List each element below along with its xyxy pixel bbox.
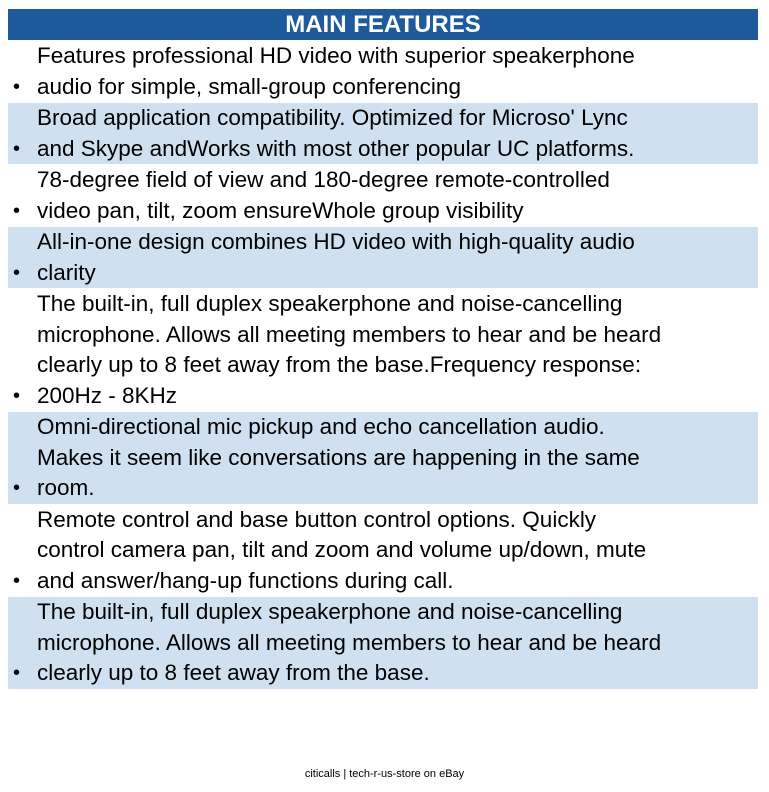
bullet-icon: • (13, 75, 21, 98)
bullet-icon: • (13, 384, 21, 407)
feature-row (8, 504, 758, 597)
feature-text-line: Makes it seem like conversations are happening in the same (37, 444, 640, 470)
feature-row (8, 102, 758, 164)
bullet-icon: • (13, 199, 21, 222)
feature-list (8, 40, 758, 689)
feature-row (8, 164, 758, 226)
bullet-icon: • (13, 662, 21, 684)
feature-text-line: audio for simple, small-group conferencing (37, 73, 461, 99)
feature-text-line: 200Hz - 8KHz (37, 382, 178, 408)
main-features-title: MAIN FEATURES (285, 11, 481, 38)
feature-text-line: and answer/hang-up functions during call. (37, 567, 454, 593)
footer-credit: citicalls | tech-r-us-store on eBay (304, 768, 465, 780)
features-table (8, 9, 758, 689)
bullet-icon: • (13, 261, 21, 284)
feature-text-line: The built-in, full duplex speakerphone and noise-cancelling (37, 599, 623, 624)
bullet-icon: • (13, 137, 21, 160)
feature-row (8, 596, 758, 689)
feature-text-line: Remote control and base button control options. Quickly (37, 506, 597, 532)
feature-text-line: and Skype andWorks with most other popular UC platforms. (37, 135, 635, 161)
feature-text-line: All-in-one design combines HD video with high-quality audio (37, 229, 635, 254)
feature-text-line: Features professional HD video with superior speakerphone (37, 43, 635, 68)
feature-text-line: 78-degree field of view and 180-degree remote-controlled (37, 167, 610, 192)
feature-row (8, 40, 758, 102)
feature-text-line: microphone. Allows all meeting members to hear and be heard (37, 321, 662, 347)
bullet-icon: • (13, 477, 21, 499)
feature-text-line: microphone. Allows all meeting members to hear and be heard (37, 629, 662, 655)
feature-text-line: clarity (37, 259, 96, 285)
feature-text-line: room. (37, 475, 95, 500)
feature-row (8, 288, 758, 411)
feature-row (8, 411, 758, 504)
feature-text-line: control camera pan, tilt and zoom and volume up/down, mute (37, 537, 647, 562)
main-features-header (8, 9, 758, 40)
feature-text-line: video pan, tilt, zoom ensureWhole group visibility (37, 197, 524, 223)
feature-text-line: Broad application compatibility. Optimized for Microso' Lync (37, 105, 628, 130)
feature-row (8, 226, 758, 288)
feature-text-line: clearly up to 8 feet away from the base. (37, 660, 430, 685)
feature-text-line: clearly up to 8 feet away from the base.Frequency response: (37, 352, 642, 377)
feature-text-line: The built-in, full duplex speakerphone and noise-cancelling (37, 291, 623, 316)
bullet-icon: • (13, 569, 21, 592)
feature-text-line: Omni-directional mic pickup and echo cancellation audio. (37, 414, 605, 439)
